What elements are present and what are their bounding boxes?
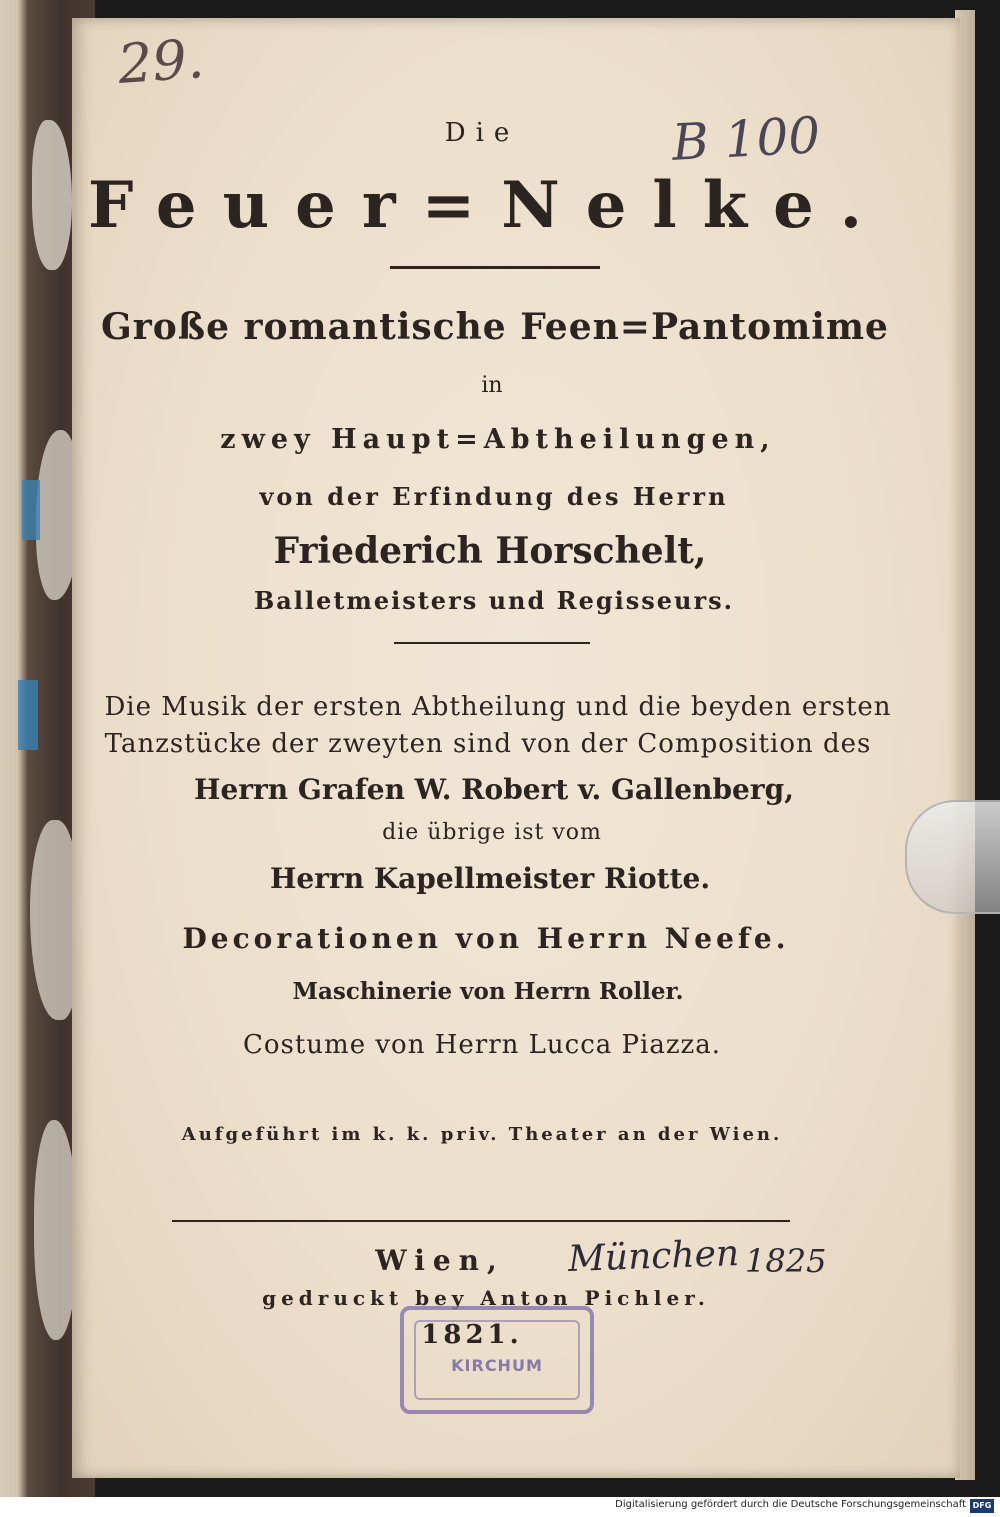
- parts-text: zwey Haupt=Abtheilungen,: [220, 424, 776, 455]
- rest-line: die übrige ist vom: [382, 820, 602, 845]
- in-text: in: [481, 373, 503, 398]
- main-title: Feuer=Nelke.: [87, 168, 889, 243]
- title-article: Die: [444, 118, 520, 148]
- imprint-city: Wien,: [375, 1244, 505, 1277]
- music-line-2: Tanzstücke der zweyten sind von der Composition des: [104, 729, 872, 759]
- title-rule: [390, 266, 600, 269]
- author-role: Balletmeisters und Regisseurs.: [254, 586, 734, 615]
- author-name: Friederich Horschelt,: [273, 530, 707, 572]
- page-clip: [905, 800, 1000, 914]
- subtitle: Große romantische Feen=Pantomime: [101, 306, 889, 348]
- invention-text: von der Erfindung des Herrn: [259, 482, 729, 511]
- imprint-printer: gedruckt bey Anton Pichler.: [262, 1286, 710, 1310]
- decorations-credit: Decorationen von Herrn Neefe.: [182, 922, 790, 955]
- dfg-logo: DFG: [970, 1499, 994, 1513]
- handwritten-signature-code: B 100: [670, 106, 822, 172]
- composer-gallenberg: Herrn Grafen W. Robert v. Gallenberg,: [194, 773, 794, 806]
- imprint-year: 1821.: [421, 1320, 523, 1350]
- costume-credit: Costume von Herrn Lucca Piazza.: [242, 1030, 722, 1060]
- stamp-text: KIRCHUM: [451, 1356, 543, 1375]
- machinery-credit: Maschinerie von Herrn Roller.: [292, 978, 684, 1005]
- handwritten-shelf-number: 29.: [115, 27, 206, 96]
- imprint-rule: [172, 1220, 790, 1222]
- composer-riotte: Herrn Kapellmeister Riotte.: [269, 862, 711, 895]
- digitization-credit: Digitalisierung gefördert durch die Deutsche Forschungsgemeinschaft: [615, 1499, 966, 1510]
- handwritten-city-note: München: [567, 1233, 740, 1280]
- performance-note: Aufgeführt im k. k. priv. Theater an der Wien.: [181, 1124, 783, 1145]
- handwritten-year-note: 1825: [745, 1242, 827, 1280]
- author-rule: [394, 642, 590, 644]
- music-line-1: Die Musik der ersten Abtheilung und die beyden ersten: [104, 692, 892, 722]
